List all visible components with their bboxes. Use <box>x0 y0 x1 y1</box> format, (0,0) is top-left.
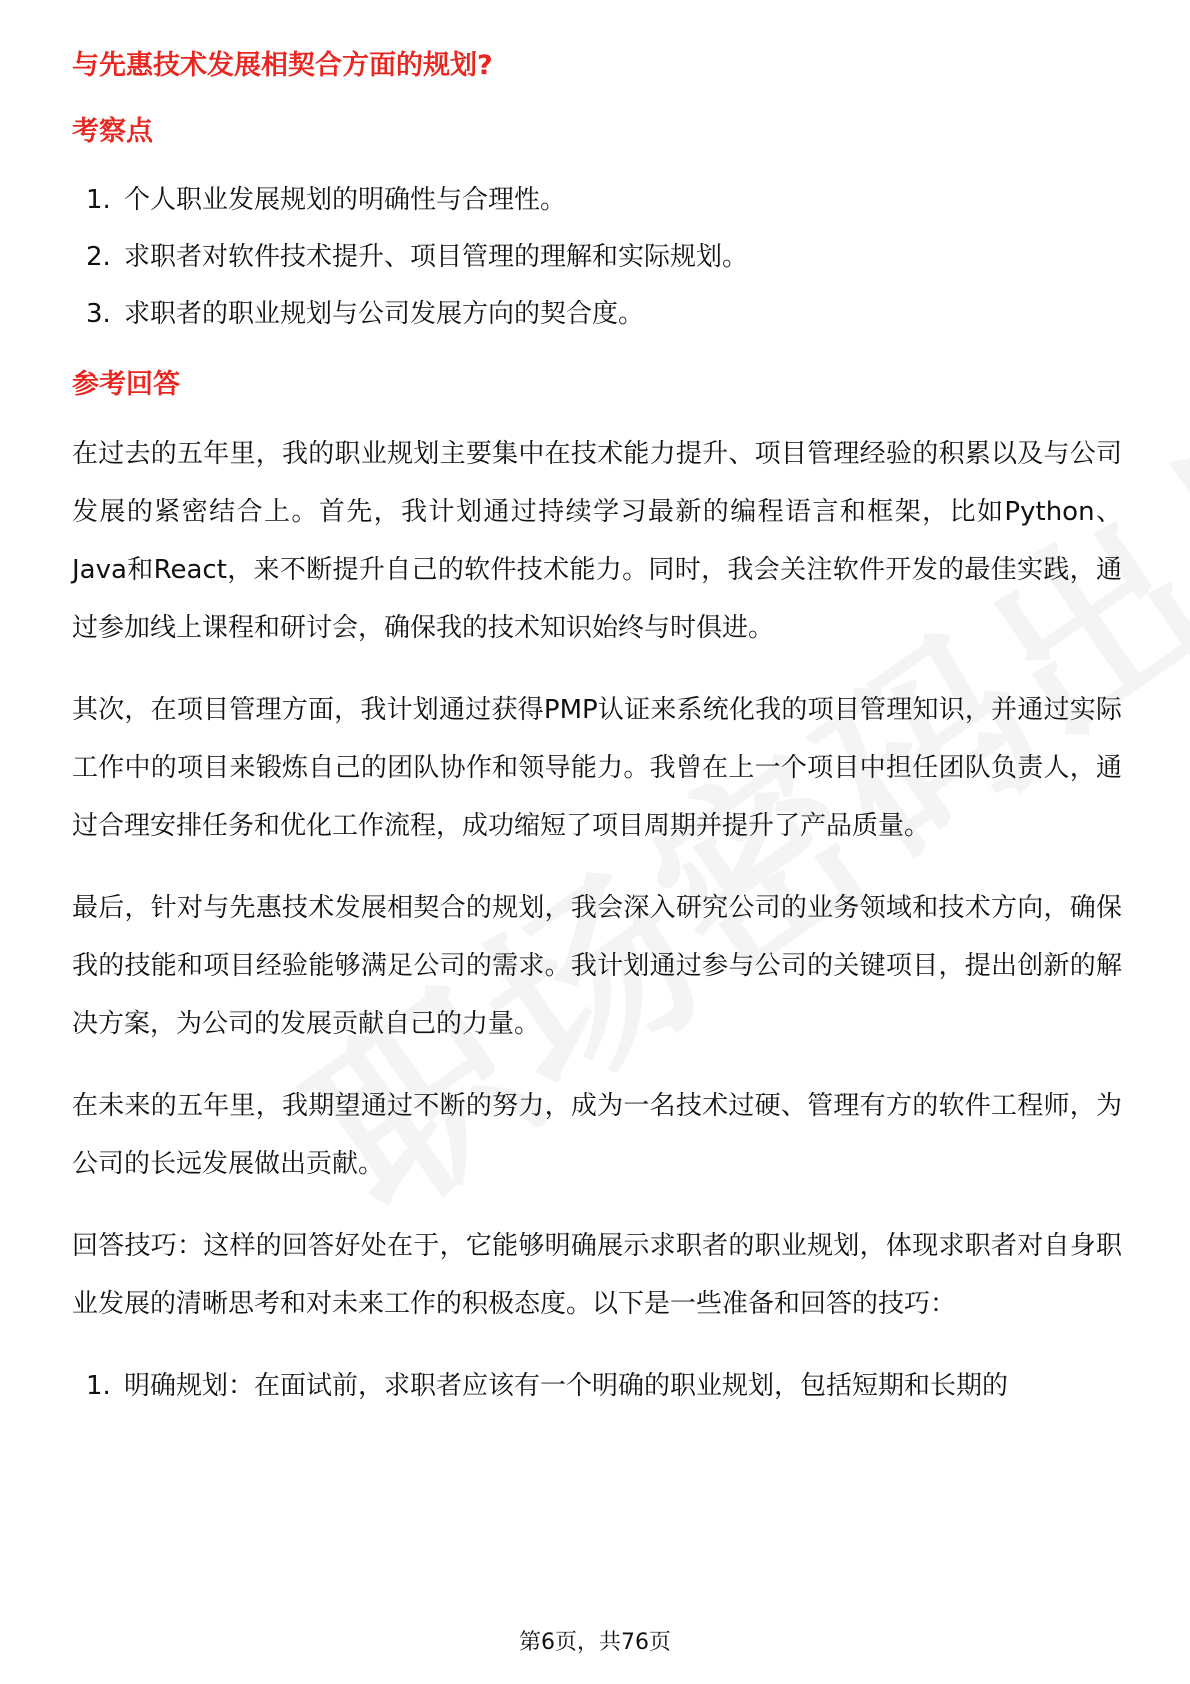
points-list <box>72 172 1122 343</box>
list-number: 1. <box>86 1371 111 1401</box>
list-item <box>72 286 1122 343</box>
page-footer: 第6页，共76页 <box>519 1630 671 1655</box>
list-number: 3. <box>86 299 111 329</box>
list-number: 2. <box>86 242 111 272</box>
question-title: 与先惠技术发展相契合方面的规划? <box>72 50 493 81</box>
list-text: 求职者的职业规划与公司发展方向的契合度。 <box>124 299 645 329</box>
list-number: 1. <box>86 185 111 215</box>
answer-paragraph: 其次，在项目管理方面，我计划通过获得PMP认证来系统化我的项目管理知识，并通过实际工作中的项目来锻炼自己的团队协作和领导能力。我曾在上一个项目中担任团队负责人，通过合理安排任务和优化工作流程，成功缩短了项目周期并提升了产品质量。 <box>72 695 1122 841</box>
section-title-answer: 参考回答 <box>72 369 180 400</box>
tips-intro-paragraph: 回答技巧：这样的回答好处在于，它能够明确展示求职者的职业规划，体现求职者对自身职业发展的清晰思考和对未来工作的积极态度。以下是一些准备和回答的技巧： <box>72 1231 1122 1319</box>
list-text: 求职者对软件技术提升、项目管理的理解和实际规划。 <box>124 242 749 272</box>
list-item <box>72 1357 1122 1415</box>
tips-list <box>72 1357 1122 1415</box>
list-text: 明确规划：在面试前，求职者应该有一个明确的职业规划，包括短期和长期的 <box>124 1371 1009 1401</box>
answer-paragraph: 在过去的五年里，我的职业规划主要集中在技术能力提升、项目管理经验的积累以及与公司发展的紧密结合上。首先，我计划通过持续学习最新的编程语言和框架，比如Python、Java和React，来不断提升自己的软件技术能力。同时，我会关注软件开发的最佳实践，通过参加线上课程和研讨会，确保我的技术知识始终与时俱进。 <box>72 439 1122 643</box>
list-text: 个人职业发展规划的明确性与合理性。 <box>124 185 567 215</box>
answer-paragraph: 最后，针对与先惠技术发展相契合的规划，我会深入研究公司的业务领域和技术方向，确保我的技能和项目经验能够满足公司的需求。我计划通过参与公司的关键项目，提出创新的解决方案，为公司的发展贡献自己的力量。 <box>72 893 1122 1039</box>
answer-paragraph: 在未来的五年里，我期望通过不断的努力，成为一名技术过硬、管理有方的软件工程师，为公司的长远发展做出贡献。 <box>72 1091 1122 1179</box>
list-item <box>72 172 1122 229</box>
section-title-points: 考察点 <box>72 116 153 147</box>
page-content <box>72 46 1122 1415</box>
list-item <box>72 229 1122 286</box>
